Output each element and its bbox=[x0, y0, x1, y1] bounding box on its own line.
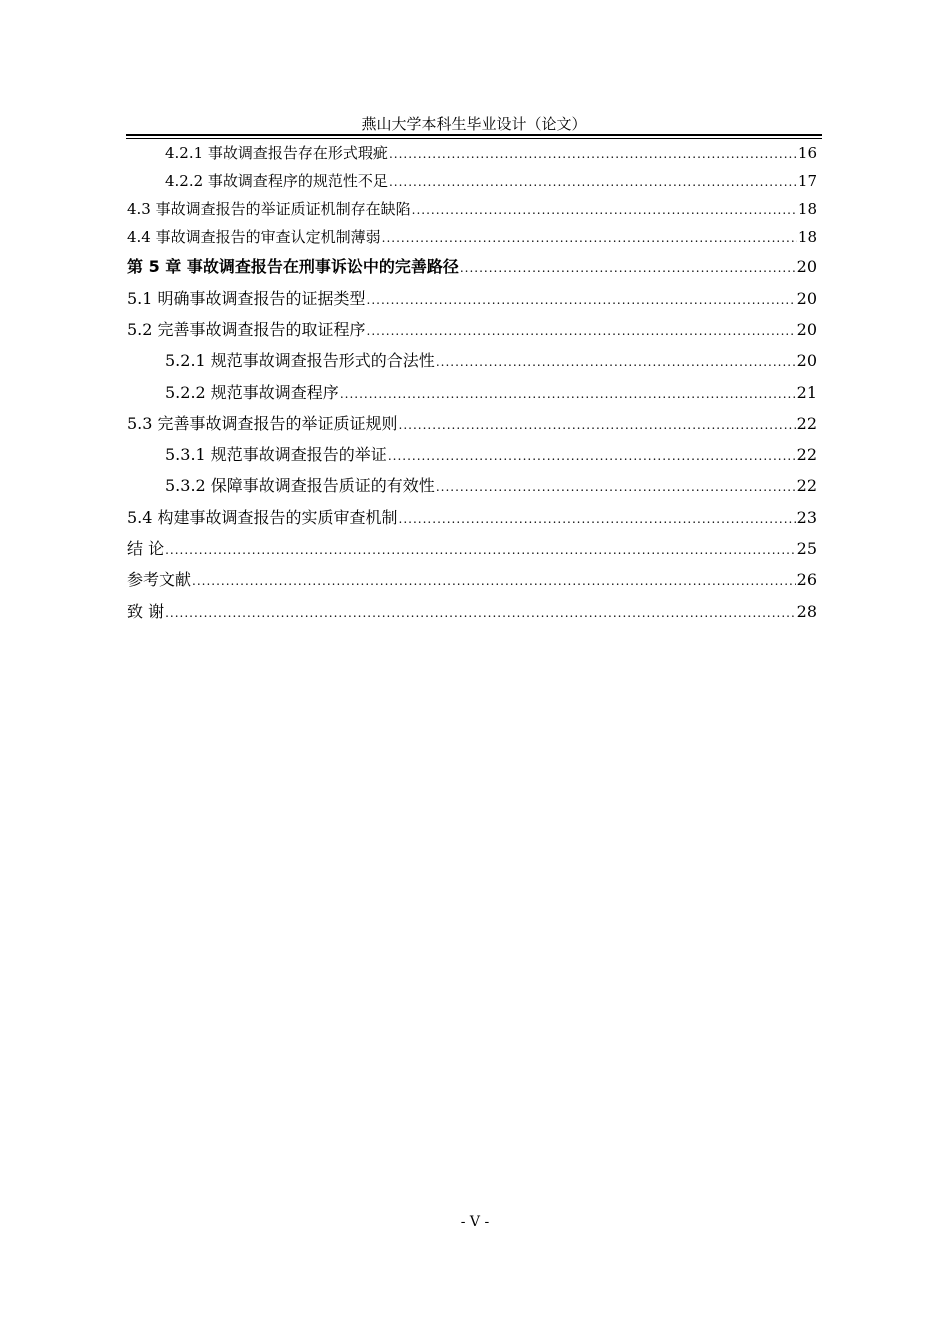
toc-leader-dots bbox=[399, 512, 796, 526]
toc-leader-dots bbox=[382, 231, 797, 245]
toc-entry-page: 21 bbox=[796, 383, 817, 402]
toc-leader-dots bbox=[389, 175, 797, 189]
toc-leader-dots bbox=[367, 324, 796, 338]
toc-entry-page: 20 bbox=[796, 289, 817, 308]
header-rule bbox=[126, 134, 822, 139]
toc-leader-dots bbox=[388, 449, 796, 463]
toc-entry-title: 4.2.1 事故调查报告存在形式瑕疵 bbox=[165, 144, 388, 162]
toc-entry-page: 18 bbox=[797, 200, 817, 218]
toc-entry-chapter-5[interactable] bbox=[127, 254, 817, 277]
toc-entry-page: 22 bbox=[796, 445, 817, 464]
toc-leader-dots bbox=[436, 480, 796, 494]
toc-entry-references[interactable] bbox=[127, 567, 817, 590]
toc-leader-dots bbox=[399, 418, 796, 432]
toc-entry-5-2-2[interactable] bbox=[127, 380, 817, 403]
toc-entry-page: 22 bbox=[796, 476, 817, 495]
toc-entry-5-3-1[interactable] bbox=[127, 442, 817, 465]
toc-entry-5-2[interactable] bbox=[127, 317, 817, 340]
toc-entry-5-2-1[interactable] bbox=[127, 348, 817, 371]
toc-entry-title: 5.2 完善事故调查报告的取证程序 bbox=[127, 320, 366, 339]
toc-entry-page: 16 bbox=[797, 144, 817, 162]
toc-leader-dots bbox=[389, 147, 797, 161]
toc-entry-page: 20 bbox=[796, 351, 817, 370]
toc-entry-title: 4.2.2 事故调查程序的规范性不足 bbox=[165, 172, 388, 190]
toc-entry-title: 4.4 事故调查报告的审查认定机制薄弱 bbox=[127, 228, 381, 246]
toc-entry-title: 5.3.1 规范事故调查报告的举证 bbox=[165, 445, 387, 464]
toc-entry-5-3[interactable] bbox=[127, 411, 817, 434]
toc-entry-5-4[interactable] bbox=[127, 505, 817, 528]
toc-entry-page: 25 bbox=[796, 539, 817, 558]
toc-entry-acknowledgements[interactable] bbox=[127, 599, 817, 622]
toc-leader-dots bbox=[165, 543, 796, 557]
toc-leader-dots bbox=[460, 261, 796, 275]
running-header: 燕山大学本科生毕业设计（论文） bbox=[361, 115, 587, 133]
toc-entry-page: 22 bbox=[796, 414, 817, 433]
toc-entry-conclusion[interactable] bbox=[127, 536, 817, 559]
toc-leader-dots bbox=[412, 203, 797, 217]
toc-entry-title: 结 论 bbox=[127, 539, 165, 558]
toc-leader-dots bbox=[436, 355, 796, 369]
toc-leader-dots bbox=[367, 293, 796, 307]
toc-entry-title: 致 谢 bbox=[127, 602, 165, 621]
toc-entry-page: 18 bbox=[797, 228, 817, 246]
toc-entry-4-4[interactable] bbox=[127, 226, 817, 247]
toc-entry-title: 参考文献 bbox=[127, 570, 192, 589]
toc-entry-page: 23 bbox=[796, 508, 817, 527]
toc-leader-dots bbox=[340, 387, 796, 401]
toc-entry-title: 5.3.2 保障事故调查报告质证的有效性 bbox=[165, 476, 435, 495]
toc-entry-title: 5.1 明确事故调查报告的证据类型 bbox=[127, 289, 366, 308]
toc-entry-page: 28 bbox=[796, 602, 817, 621]
toc-entry-title: 5.2.2 规范事故调查程序 bbox=[165, 383, 339, 402]
toc-entry-title: 5.3 完善事故调查报告的举证质证规则 bbox=[127, 414, 398, 433]
toc-entry-page: 20 bbox=[796, 320, 817, 339]
toc-entry-5-3-2[interactable] bbox=[127, 473, 817, 496]
toc-entry-title: 第 5 章 事故调查报告在刑事诉讼中的完善路径 bbox=[127, 257, 459, 276]
toc-entry-page: 20 bbox=[796, 257, 817, 276]
page-number-footer: - V - bbox=[460, 1214, 490, 1230]
toc-entry-4-2-1[interactable] bbox=[127, 142, 817, 163]
toc-entry-4-3[interactable] bbox=[127, 198, 817, 219]
toc-entry-title: 5.4 构建事故调查报告的实质审查机制 bbox=[127, 508, 398, 527]
toc-entry-page: 17 bbox=[797, 172, 817, 190]
toc-entry-4-2-2[interactable] bbox=[127, 170, 817, 191]
toc-leader-dots bbox=[165, 606, 796, 620]
toc-entry-page: 26 bbox=[796, 570, 817, 589]
toc-entry-title: 4.3 事故调查报告的举证质证机制存在缺陷 bbox=[127, 200, 411, 218]
toc-leader-dots bbox=[192, 574, 796, 588]
toc-entry-5-1[interactable] bbox=[127, 286, 817, 309]
toc-entry-title: 5.2.1 规范事故调查报告形式的合法性 bbox=[165, 351, 435, 370]
